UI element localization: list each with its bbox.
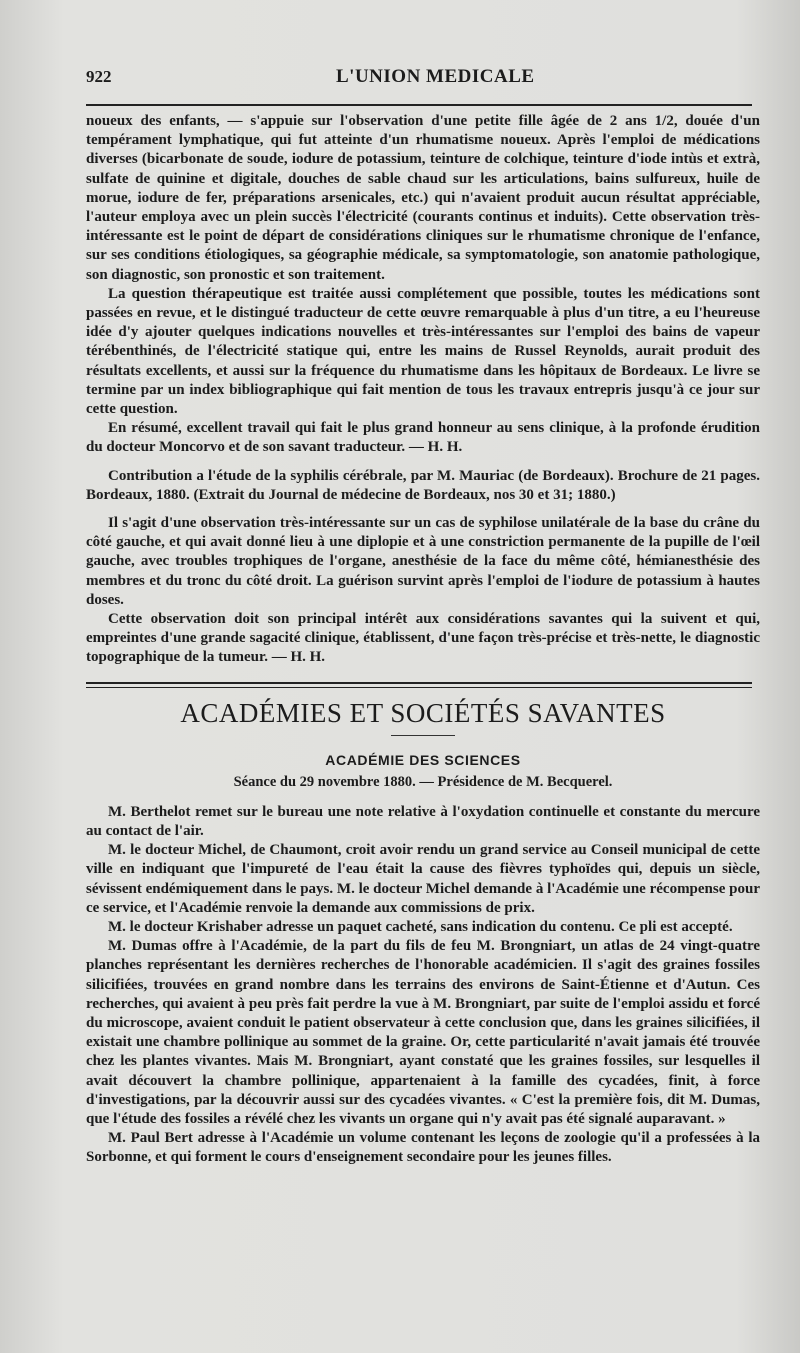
review1-paragraph-1: noueux des enfants, — s'appuie sur l'observation d'une petite fille âgée de 2 ans 1/2, douée d'un tempérament lymphatique, qui fut atteinte d'un rhumatisme noueux. Après l'emploi de médications diverses (bicarbonate de soude, iodure de potassium, teinture de colchique, teinture d'iode intùs et extrà, sulfate de quinine et digitale, douches de sable chaud sur les articulations, bains sulfureux, huile de morue, iodure de fer, préparations arsenicales, etc.) qui n'avaient produit aucun résultat appréciable, l'auteur employa avec un plein succès l'électricité (courants continus et induits). Cette observation très-intéressante est le point de départ de considérations cliniques sur le rhumatisme chronique de l'enfance, sur ses conditions étiologiques, sa géographie médicale, sa symptomatologie, son anatomie pathologique, son diagnostic, son pronostic et son traitement. <box>86 113 760 283</box>
academy-paragraph-3: M. le docteur Krishaber adresse un paquet cacheté, sans indication du contenu. Ce pli est accepté. <box>108 918 733 935</box>
spacer <box>86 458 760 467</box>
academy-paragraph-2: M. le docteur Michel, de Chaumont, croit avoir rendu un grand service au Conseil municipal de cette ville en indiquant que l'impureté de l'eau était la cause des fièvres typhoïdes qui, depuis un siècle, sévissent endémiquement dans le pays. M. le docteur Michel demande à l'Académie une récompense pour ce service, et l'Académie renvoie la demande aux commissions de prix. <box>86 842 760 916</box>
page-header <box>86 66 760 102</box>
review1-paragraph-2: La question thérapeutique est traitée aussi complétement que possible, toutes les médications sont passées en revue, et le distingué traducteur de cette œuvre remarquable à plus d'un titre, a eu l'heureuse idée d'y ajouter quelques indications nouvelles et très-intéressantes sur l'emploi des bains de vapeur térébenthinés, de l'électricité statique qui, entre les mains de Russel Reynolds, aurait produit des résultats excellents, et aussi sur la fréquence du rhumatisme dans les hôpitaux de Bordeaux. Le livre se termine par un index bibliographique qui fait mention de tous les travaux entrepris jusqu'à ce jour sur cette question. <box>86 285 760 418</box>
section-divider <box>86 682 752 688</box>
spacer <box>86 505 760 514</box>
review2-paragraph-1: Il s'agit d'une observation très-intéressante sur un cas de syphilose unilatérale de la base du crâne du côté gauche, et qui avait donné lieu à une diplopie et à une constriction permanente de la pupille de l'œil gauche, avec troubles trophiques de l'organe, anesthésie de la face du même côté, hémianesthésie des membres et du tronc du côté droit. La guérison survint après l'emploi de l'iodure de potassium à hautes doses. <box>86 515 760 608</box>
header-rule <box>86 104 752 106</box>
page-number: 922 <box>86 67 112 86</box>
journal-title: L'UNION MEDICALE <box>336 66 535 87</box>
academy-paragraph-4: M. Dumas offre à l'Académie, de la part du fils de feu M. Brongniart, un atlas de 24 vingt-quatre planches représentant les dernières recherches de l'honorable académicien. Il s'agit des graines fossiles silicifiées, trouvées en grand nombre dans les terrains des environs de Saint-Étienne et d'Autun. Ces recherches, qui avaient à peu près fait perdre la vue à M. Brongniart, par suite de l'emploi assidu et forcé du microscope, avaient conduit le patient observateur à cette conclusion que, dans les graines silicifiées, il existait une chambre pollinique au sommet de la graine. Or, cette particularité n'avait jamais été trouvée chez les plantes vivantes. Mais M. Brongniart, ayant constaté que les graines fossiles, sur lesquelles il avait découvert la chambre pollinique, appartenaient à la famille des cycadées, finit, à force d'investigations, par la découvrir aussi sur des cycadées vivantes. « C'est la première fois, dit M. Dumas, que l'étude des fossiles a révélé chez les vivants un organe qui n'y avait pas été signalé auparavant. » <box>86 938 760 1127</box>
session-line: Séance du 29 novembre 1880. — Présidence de M. Becquerel. <box>233 773 613 790</box>
review2-citation: Contribution a l'étude de la syphilis cérébrale, par M. Mauriac (de Bordeaux). Brochure de 21 pages. Bordeaux, 1880. (Extrait du Journal de médecine de Bordeaux, nos 30 et 31; 1880.) <box>86 467 760 503</box>
review1-paragraph-3: En résumé, excellent travail qui fait le plus grand honneur au sens clinique, à la profonde érudition du docteur Moncorvo et de son savant traducteur. — H. H. <box>86 420 760 456</box>
section-title-underline <box>391 735 455 736</box>
review2-paragraph-2: Cette observation doit son principal intérêt aux considérations savantes qui la suivent et qui, empreintes d'une grande sagacité clinique, établissent, d'une façon très-précise et très-nette, le diagnostic topographique de la tumeur. — H. H. <box>86 611 760 666</box>
academy-paragraph-5: M. Paul Bert adresse à l'Académie un volume contenant les leçons de zoologie qu'il a professées à la Sorbonne, et qui forment le cours d'enseignement secondaire pour les jeunes filles. <box>86 1130 760 1166</box>
academy-paragraph-1: M. Berthelot remet sur le bureau une note relative à l'oxydation continuelle et constante du mercure au contact de l'air. <box>86 803 760 839</box>
section-title: ACADÉMIES ET SOCIÉTÉS SAVANTES <box>180 697 666 728</box>
academy-subtitle: ACADÉMIE DES SCIENCES <box>325 751 521 768</box>
